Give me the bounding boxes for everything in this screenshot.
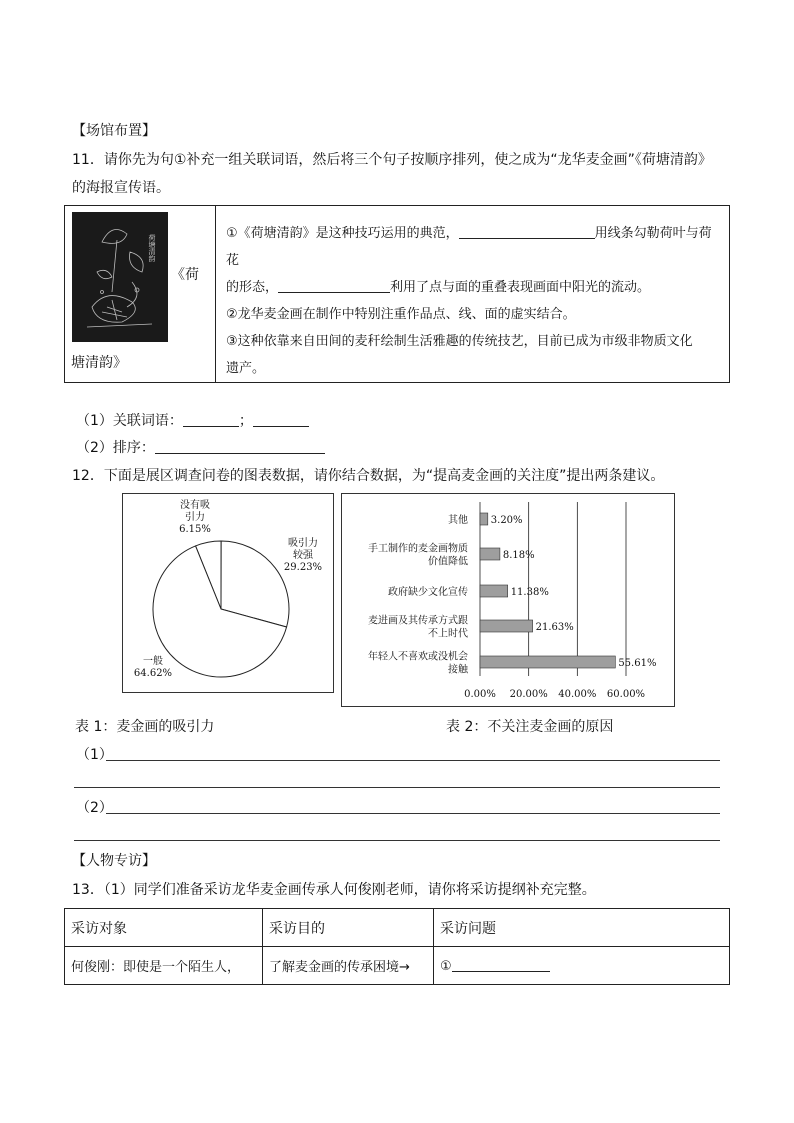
answer-blank-connective-b[interactable] [253,412,309,427]
header-purpose: 采访目的 [263,909,434,947]
bar-category-label: 价值降低 [428,556,468,568]
answer-blank-question[interactable] [452,957,550,972]
answer-blank-connective-a[interactable] [183,412,239,427]
q13-stem: 13．（1）同学们准备采访龙华麦金画传承人何俊刚老师，请你将采访提纲补充完整。 [72,882,596,898]
arrow-icon: → [399,960,410,975]
sentence-1-part-d: 利用了点与面的重叠表现画面中阳光的流动。 [390,280,651,295]
image-caption-part1: 《荷 [171,267,199,283]
pie-label-1 [284,536,322,573]
q12-stem: 12．下面是展区调查问卷的图表数据，请你结合数据，为“提高麦金画的关注度”提出两条建议。 [72,468,665,484]
bar-3 [480,620,533,632]
q11-image-cell [65,206,216,383]
bar-chart [342,494,674,706]
bar-value-label: 55.61% [618,658,657,669]
q12-answer2-line[interactable] [106,813,720,814]
bar-1 [480,548,500,560]
sentence-3: ③这种依靠来自田间的麦秆绘制生活雅趣的传统技艺，目前已成为市级非物质文化 [226,334,693,349]
chart2-caption: 表 2：不关注麦金画的原因 [446,719,614,735]
bar-chart-box [341,493,675,707]
q12-answer2-label: （2） [76,800,113,816]
bar-category-label: 其他 [448,515,468,526]
sentence-1-cont [226,274,721,301]
q13-interview-table [64,908,730,985]
sentence-1-part-b: 用线条勾勒荷叶与荷花 [226,226,712,268]
cell-purpose [263,947,434,985]
sentence-2: ②龙华麦金画在制作中特别注重作品点、线、面的虚实结合。 [226,307,576,322]
chart1-caption: 表 1：麦金画的吸引力 [75,719,215,735]
bar-value-label: 8.18% [502,550,535,561]
lotus-painting-image [72,212,168,342]
painting-title-text: 荷塘清韵 [148,234,156,262]
section-heading-interview: 【人物专访】 [72,853,156,869]
sentence-1-part-a: ①《荷塘清韵》是这种技巧运用的典范， [226,226,459,241]
cell-purpose-text: 了解麦金画的传承困境 [269,960,400,975]
bar-category-label: 麦进画及其传承方式跟 [368,615,468,627]
bar-value-label: 3.20% [490,515,523,526]
bar-value-label: 11.38% [510,587,549,598]
bar-category-label: 接触 [448,664,468,676]
q11-sub2 [76,438,325,458]
q11-sub1-label: （1）关联词语： [76,413,183,429]
q11-sub2-label: （2）排序： [76,440,155,456]
q11-sub1-separator: ； [238,413,253,429]
q11-stem-line1: 11．请你先为句①补充一组关联词语，然后将三个句子按顺序排列，使之成为“龙华麦金画”《荷塘清韵》 [72,152,712,168]
pie-label-text: 引力 [185,512,205,523]
sentence-3-cont: 遗产。 [226,361,266,376]
pie-value-label: 29.23% [283,562,323,573]
bar-xtick-label: 20.00% [509,689,548,700]
cell-question-marker: ① [440,959,452,974]
header-subject: 采访对象 [65,909,263,947]
q11-table [64,205,730,383]
pie-chart [123,494,333,692]
pie-label-2 [134,655,172,679]
bar-category-label: 手工制作的麦金画物质 [368,543,468,555]
header-question: 采访问题 [434,909,730,947]
bar-xtick-label: 40.00% [558,689,597,700]
pie-label-text: 较强 [293,550,313,561]
blank-connective-1[interactable] [459,224,595,239]
answer-blank-order[interactable] [155,439,325,454]
bar-0 [480,513,488,525]
cell-subject: 何俊刚：即使是一个陌生人， [65,947,263,985]
q12-answer2-line2[interactable] [74,840,720,841]
image-caption-part2: 塘清韵》 [71,355,127,371]
bar-value-label: 21.63% [535,622,574,633]
blank-connective-2[interactable] [278,278,390,293]
pie-value-label: 64.62% [133,668,173,679]
q12-answer1-line2[interactable] [74,787,720,788]
bar-xtick-label: 0.00% [464,689,496,700]
bar-category-label: 不上时代 [428,628,468,640]
bar-xtick-label: 60.00% [606,689,646,700]
q11-sentences-cell [216,206,730,383]
sentence-1 [226,220,721,274]
pie-label-text: 没有吸 [180,500,210,511]
bar-2 [480,585,508,597]
bar-4 [480,656,615,668]
bar-category-label: 政府缺少文化宣传 [388,587,468,598]
pie-chart-box [122,493,334,693]
pie-label-0 [179,498,211,535]
cell-question [434,947,730,985]
sentence-1-part-c: 的形态， [226,280,279,295]
section-heading-venue: 【场馆布置】 [72,123,156,139]
q12-answer1-line[interactable] [106,760,720,761]
pie-label-text: 吸引力 [288,538,318,549]
q11-stem-line2: 的海报宣传语。 [72,180,170,196]
q12-answer1-label: （1） [76,747,113,763]
pie-label-text: 一般 [143,656,163,667]
bar-category-label: 年轻人不喜欢或没机会 [368,651,468,663]
q11-sub1 [76,411,309,431]
pie-value-label: 6.15% [179,524,211,535]
